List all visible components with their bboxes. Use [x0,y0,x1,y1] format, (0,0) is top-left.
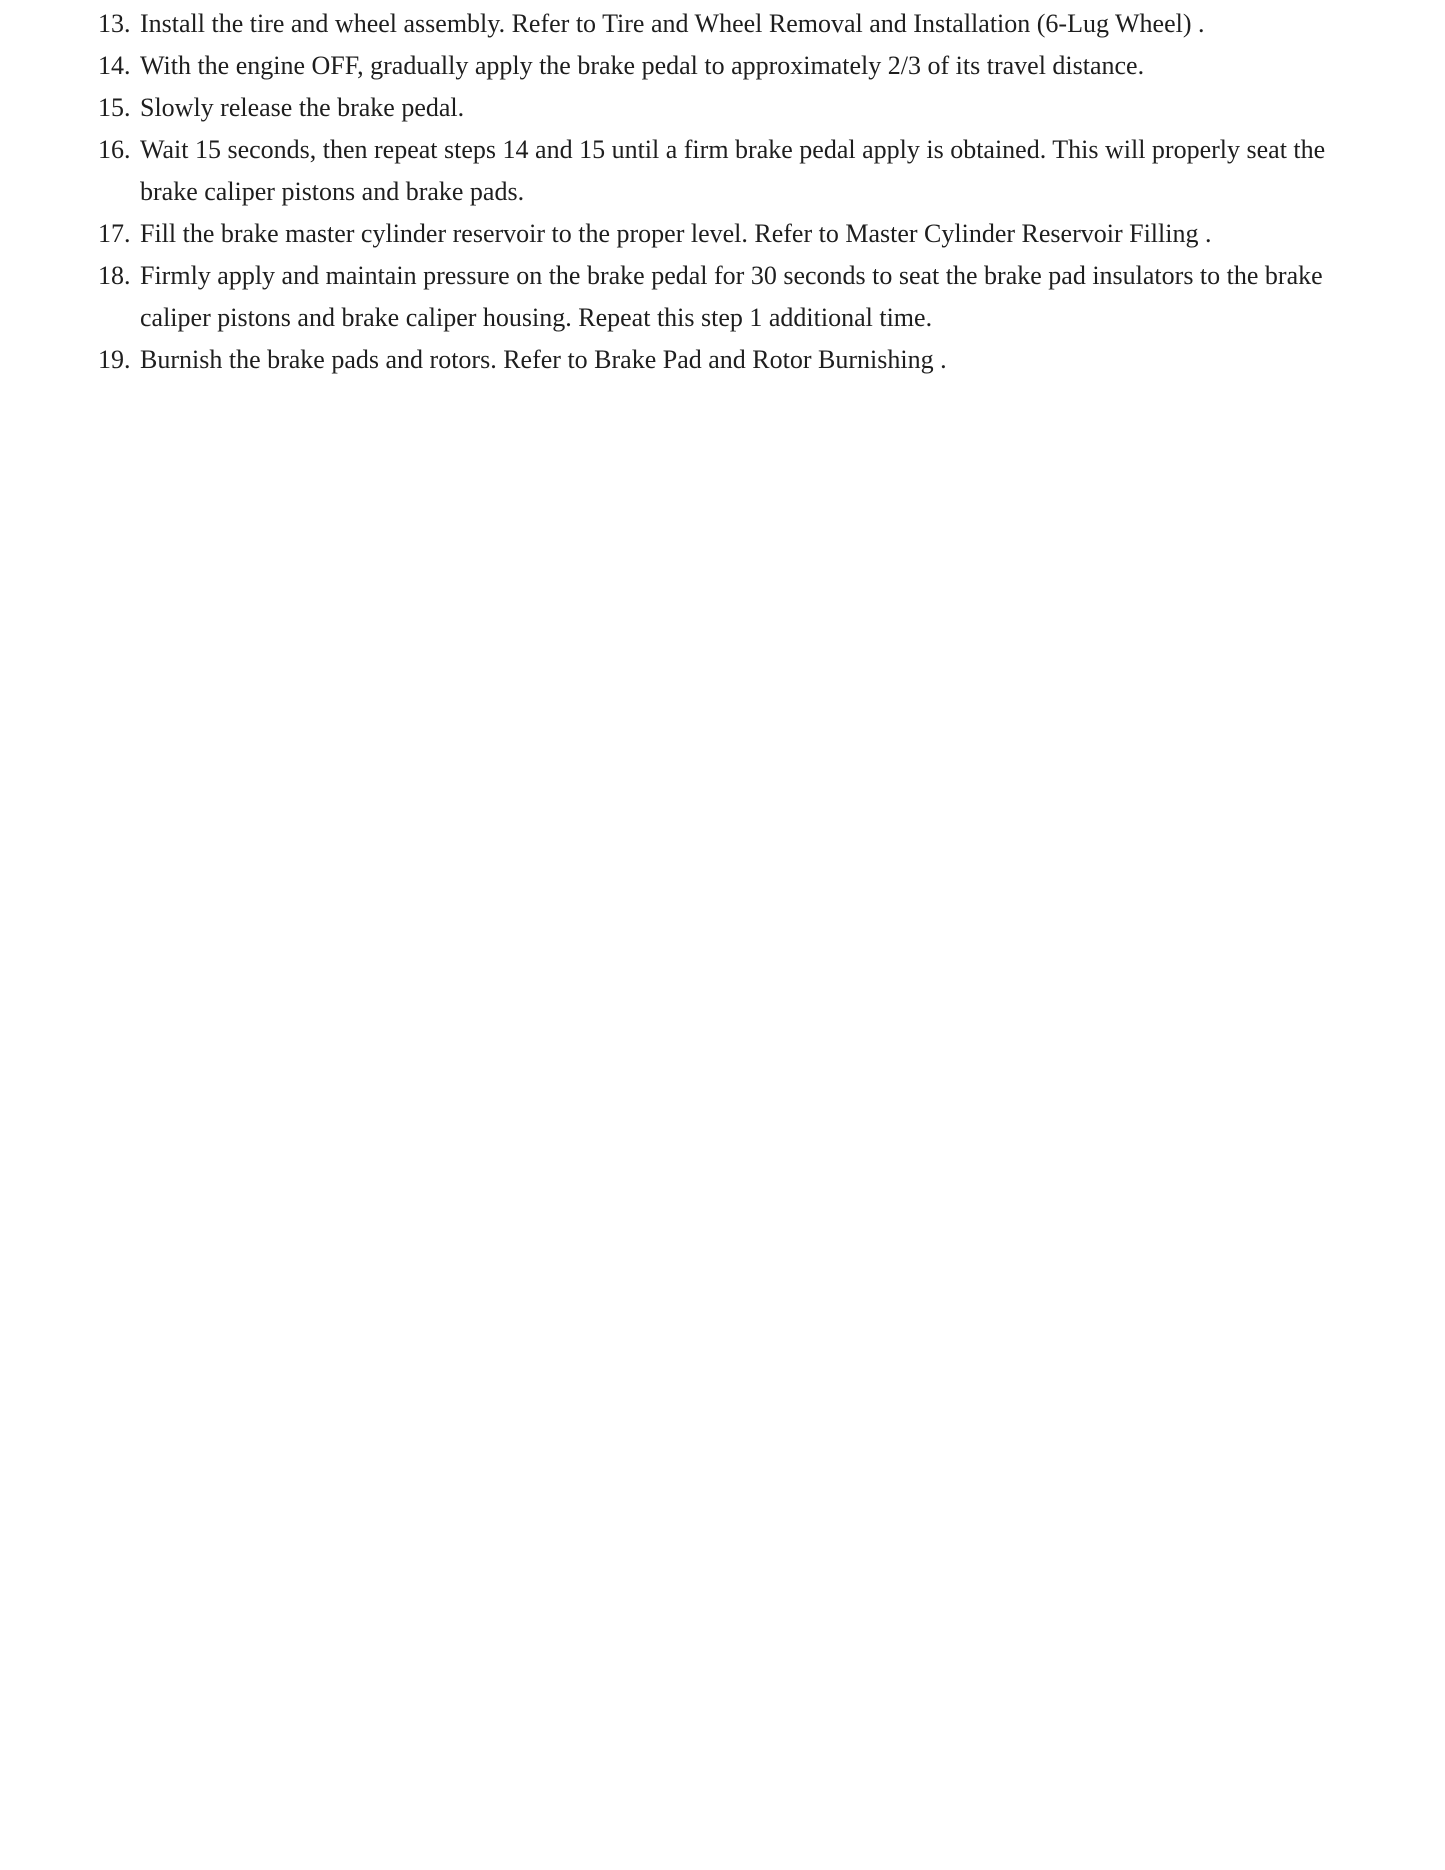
step-number: 15. [98,93,131,122]
step-item-14 [98,45,1358,87]
step-number: 17. [98,219,131,248]
step-number: 13. [98,9,131,38]
step-number: 19. [98,345,131,374]
step-text: Slowly release the brake pedal. [140,93,465,122]
step-item-17 [98,213,1358,255]
step-text: With the engine OFF, gradually apply the brake pedal to approximately 2/3 of its travel distance. [140,51,1145,80]
step-text: Firmly apply and maintain pressure on the brake pedal for 30 seconds to seat the brake pad insulators to the brake caliper pistons and brake caliper housing. Repeat this step 1 additional time. [140,261,1323,332]
step-text: Wait 15 seconds, then repeat steps 14 and 15 until a firm brake pedal apply is obtained. This will properly seat the brake caliper pistons and brake pads. [140,135,1326,206]
step-text: Fill the brake master cylinder reservoir to the proper level. Refer to Master Cylinder Reservoir Filling . [140,219,1212,248]
step-text: Burnish the brake pads and rotors. Refer to Brake Pad and Rotor Burnishing . [140,345,947,374]
step-item-13 [98,3,1358,45]
step-number: 16. [98,135,131,164]
step-item-16 [98,129,1358,213]
step-item-18 [98,255,1358,339]
step-item-15 [98,87,1358,129]
step-number: 18. [98,261,131,290]
procedure-steps-list [98,3,1358,381]
step-text: Install the tire and wheel assembly. Refer to Tire and Wheel Removal and Installation (6-Lug Wheel) . [140,9,1205,38]
step-number: 14. [98,51,131,80]
step-item-19 [98,339,1358,381]
